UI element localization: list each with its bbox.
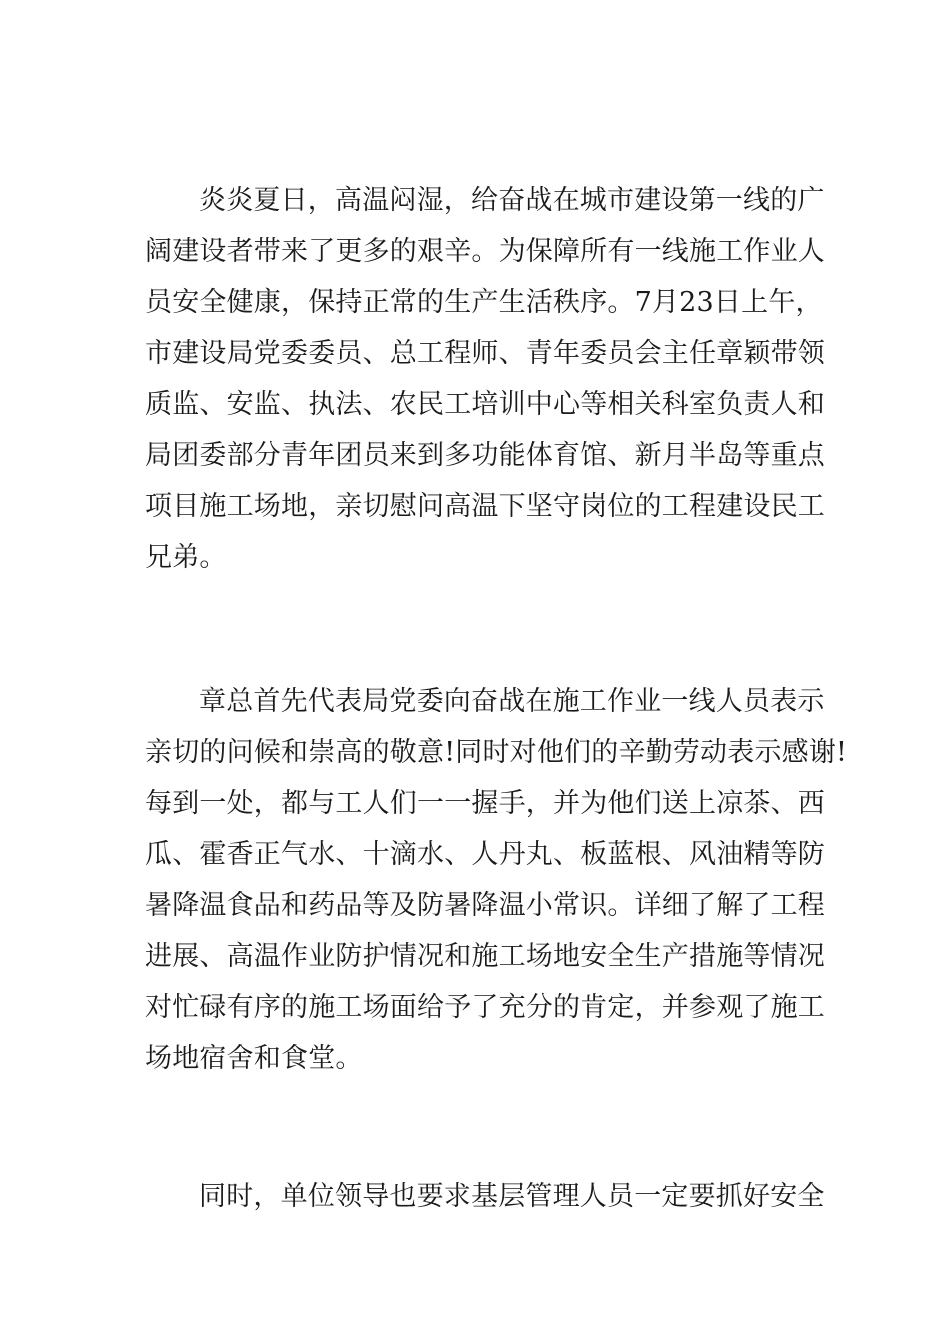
text-line: 场地宿舍和食堂。 [145, 1043, 363, 1074]
text-line: 兄弟。 [145, 542, 227, 573]
paragraph-2 [145, 676, 848, 1084]
text-line: 员安全健康，保持正常的生产生活秩序。7月23日上午， [145, 287, 823, 318]
text-line: 亲切的问候和崇高的敬意!同时对他们的辛勤劳动表示感谢! [145, 737, 848, 768]
text-line: 炎炎夏日，高温闷湿，给奋战在城市建设第一线的广 [199, 185, 825, 216]
text-line: 市建设局党委委员、总工程师、青年委员会主任章颖带领 [145, 338, 825, 369]
text-line: 对忙碌有序的施工场面给予了充分的肯定，并参观了施工 [145, 992, 825, 1023]
text-line: 章总首先代表局党委向奋战在施工作业一线人员表示 [199, 686, 825, 717]
text-line: 质监、安监、执法、农民工培训中心等相关科室负责人和 [145, 389, 825, 420]
paragraph-1 [145, 175, 825, 583]
text-line: 项目施工场地，亲切慰问高温下坚守岗位的工程建设民工 [145, 491, 825, 522]
paragraph-3 [145, 1171, 825, 1222]
text-line: 瓜、霍香正气水、十滴水、人丹丸、板蓝根、风油精等防 [145, 839, 825, 870]
text-line: 暑降温食品和药品等及防暑降温小常识。详细了解了工程 [145, 890, 825, 921]
text-line: 每到一处，都与工人们一一握手，并为他们送上凉茶、西 [145, 788, 825, 819]
text-line: 进展、高温作业防护情况和施工场地安全生产措施等情况 [145, 941, 825, 972]
text-line: 同时，单位领导也要求基层管理人员一定要抓好安全 [199, 1181, 825, 1212]
text-line: 局团委部分青年团员来到多功能体育馆、新月半岛等重点 [145, 440, 825, 471]
text-line: 阔建设者带来了更多的艰辛。为保障所有一线施工作业人 [145, 236, 825, 267]
